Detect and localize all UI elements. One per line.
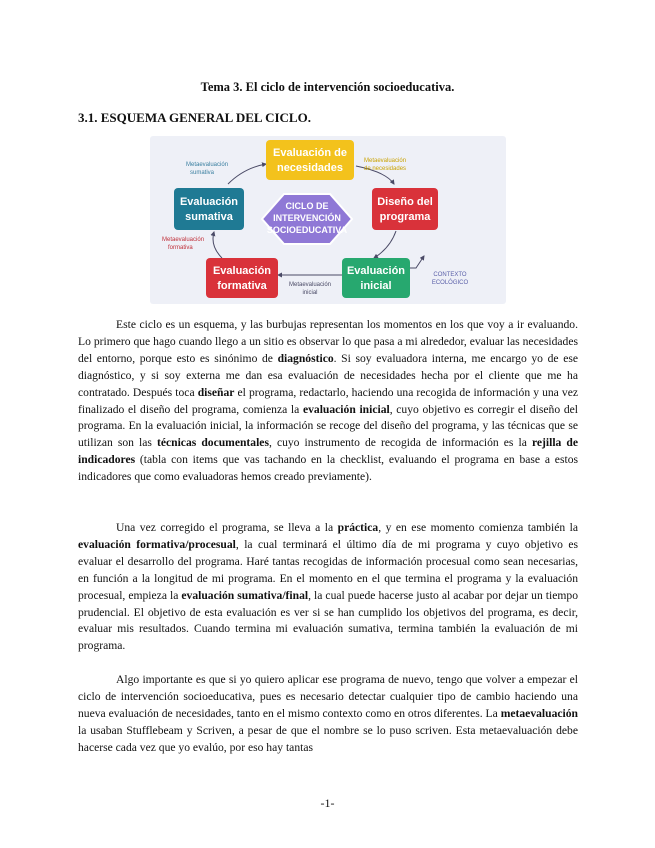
paragraph-2 xyxy=(78,520,578,655)
paragraph-1-text xyxy=(78,318,578,483)
label-meta-necesidades-1: Metaevaluación xyxy=(364,158,407,164)
text-run: . Si soy evaluadora interna, me encargo yo de ese diagnóstico, y si soy externa me dan esa evaluación de necesidades hecha por el cliente que me ha contratado. Después toca xyxy=(78,351,578,399)
bold-term: diagnóstico xyxy=(277,351,334,365)
paragraph-3-text xyxy=(78,673,578,754)
text-run: , cuyo instrumento de recogida de información es la xyxy=(268,436,532,450)
text-run: Este ciclo es un esquema, y las burbujas representan los momentos en los que voy a ir evaluando. Lo primero que hago cuando llego a un sitio es observar lo que pasa a mi alrededor, evaluar las necesidades del entorno, porque esto es sinónimo de xyxy=(78,318,578,365)
center-line-2: INTERVENCIÓN xyxy=(273,213,341,223)
node-diseno-line-2: programa xyxy=(379,211,431,223)
text-run: , y en ese momento comienza también la xyxy=(378,521,578,534)
label-meta-formativa-1: Metaevaluación xyxy=(162,237,205,243)
bold-term: rejilla de indicadores xyxy=(78,436,579,467)
node-necesidades-line-2: necesidades xyxy=(276,162,344,174)
node-diseno xyxy=(372,188,438,230)
node-diseno-line-1: Diseño del xyxy=(377,196,433,208)
label-meta-necesidades-2: de necesidades xyxy=(364,166,407,172)
bold-term: práctica xyxy=(337,521,379,534)
section-heading: 3.1. ESQUEMA GENERAL DEL CICLO. xyxy=(78,110,311,125)
bold-term: evaluación formativa/procesual xyxy=(78,537,236,551)
node-formativa-line-1: Evaluación xyxy=(212,265,272,277)
node-sumativa-line-2: sumativa xyxy=(185,211,233,223)
label-meta-sumativa-1: Metaevaluación xyxy=(186,162,229,168)
text-run: , cuyo objetivo es corregir el diseño del programa. En la evaluación inicial, la información se recoge del diseño del programa, y las técnicas que se utilizan son las xyxy=(78,402,578,450)
node-necesidades xyxy=(266,140,354,180)
label-meta-inicial-1: Metaevaluación xyxy=(288,282,332,288)
bold-term: evaluación inicial xyxy=(302,402,390,416)
text-run: (tabla con items que vas tachando en la checklist, evaluando el programa en base a estos indicadores que como evaluadoras hemos creado previamente). xyxy=(78,453,578,484)
label-meta-sumativa-2: sumativa xyxy=(190,170,215,176)
node-inicial-line-1: Evaluación xyxy=(346,265,406,277)
label-meta-inicial-2: inicial xyxy=(302,290,318,296)
cycle-diagram xyxy=(150,136,506,304)
text-run: el programa, redactarlo, haciendo una recogida de información y una vez finalizado el diseño del programa, comienza la xyxy=(78,385,578,416)
paragraph-1 xyxy=(78,317,578,486)
center-line-1: CICLO DE xyxy=(285,201,329,211)
center-line-3: SOCIOEDUCATIVA xyxy=(266,225,348,235)
text-run: Una vez corregido el programa, se lleva a la xyxy=(116,521,338,534)
bold-term: evaluación sumativa/final xyxy=(181,588,309,602)
page-number: -1- xyxy=(320,796,335,810)
text-run: la usaban Stufflebeam y Scriven, a pesar de que el nombre se lo puso scriven. Esta metaevaluación debe hacerse cada vez que yo evalúo, por eso hay tantas xyxy=(78,723,578,754)
node-sumativa xyxy=(174,188,244,230)
document-title: Tema 3. El ciclo de intervención socioeducativa. xyxy=(200,80,455,94)
bold-term: diseñar xyxy=(197,385,235,399)
text-run: , la cual puede hacerse justo al acabar por dejar un tiempo prudencial. El objetivo de esta evaluación es ver si se han cumplido los objetivos del programa, es decir, evaluar mis resultados. Cuando termina mi evaluación sumativa, termina también la evaluación de mi programa. xyxy=(78,588,578,653)
node-necesidades-line-1: Evaluación de xyxy=(273,147,347,159)
label-contexto-1: CONTEXTO xyxy=(433,272,467,278)
paragraph-2-text xyxy=(78,521,578,652)
label-meta-formativa-2: formativa xyxy=(168,245,193,251)
text-run: , la cual terminará el último día de mi programa y cuyo objetivo es evaluar el desarrollo del programa. Haré tantas recogidas de información procesual como sean necesarias, en función a la longitud de mi programa. En el momento en el que termina el programa y la evaluación procesual, empieza la xyxy=(78,537,578,602)
node-inicial-line-2: inicial xyxy=(360,280,392,292)
node-sumativa-line-1: Evaluación xyxy=(179,196,239,208)
node-inicial xyxy=(342,258,410,298)
node-formativa xyxy=(206,258,278,298)
label-contexto-2: ECOLÓGICO xyxy=(431,280,469,286)
text-run: Algo importante es que si yo quiero aplicar ese programa de nuevo, tengo que volver a empezar el ciclo de intervención socioeducativa, pues es necesario detectar cualquier tipo de cambio haciendo una nueva evaluación de necesidades, tanto en el mismo contexto como en otros diferentes. La xyxy=(78,673,578,720)
paragraph-3 xyxy=(78,672,578,757)
node-formativa-line-2: formativa xyxy=(217,280,267,292)
bold-term: técnicas documentales xyxy=(156,436,269,450)
bold-term: metaevaluación xyxy=(500,706,578,720)
